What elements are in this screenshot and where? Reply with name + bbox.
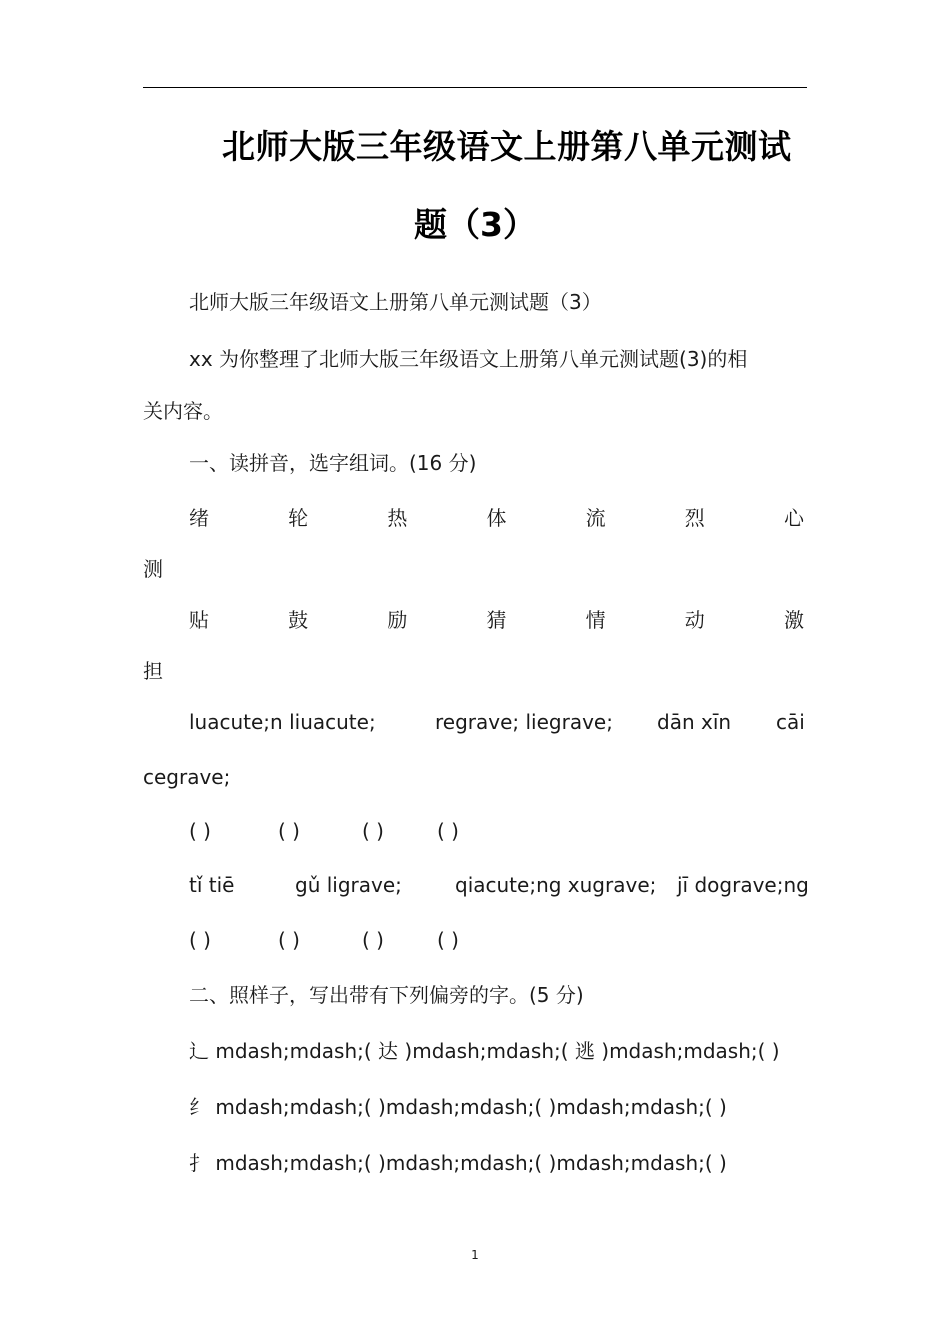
character: 烈	[684, 506, 705, 530]
character: 心	[783, 506, 804, 530]
character: 轮	[288, 506, 309, 530]
character-row-1	[189, 504, 804, 532]
pinyin-item: qiacute;ng xugrave;	[455, 873, 657, 897]
answer-blank: ( )	[437, 928, 459, 952]
pinyin-item: regrave; liegrave;	[435, 710, 613, 734]
answer-blank: ( )	[362, 928, 384, 952]
answer-blank: ( )	[278, 928, 300, 952]
pinyin-item: gǔ ligrave;	[295, 873, 402, 897]
character: 动	[684, 608, 705, 632]
character: 体	[486, 506, 507, 530]
character: 鼓	[288, 608, 309, 632]
character: 流	[585, 506, 606, 530]
character: 情	[585, 608, 606, 632]
page-number: 1	[471, 1248, 479, 1262]
pinyin-item: dān xīn	[657, 710, 732, 734]
pinyin-row-1-wrap: cegrave;	[143, 765, 231, 789]
intro-subtitle: 北师大版三年级语文上册第八单元测试题（3）	[189, 290, 602, 314]
pinyin-item: cāi	[776, 710, 805, 734]
character: 贴	[189, 608, 209, 632]
pinyin-item: tǐ tiē	[189, 873, 235, 897]
character: 猜	[486, 608, 507, 632]
character-row-1-wrap: 测	[143, 557, 163, 581]
document-title-line1: 北师大版三年级语文上册第八单元测试	[222, 127, 792, 166]
radical-row: 辶 mdash;mdash;( 达 )mdash;mdash;( 逃 )mdash;mdash;( )	[189, 1039, 780, 1063]
radical-row: 扌 mdash;mdash;( )mdash;mdash;( )mdash;mdash;( )	[189, 1151, 727, 1175]
answer-blank: ( )	[437, 819, 459, 843]
section2-heading: 二、照样子，写出带有下列偏旁的字。(5 分)	[189, 983, 584, 1007]
document-title-line2: 题（3）	[414, 205, 536, 244]
character-row-2-wrap: 担	[143, 659, 163, 683]
character: 励	[387, 608, 408, 632]
intro-description-line1: xx 为你整理了北师大版三年级语文上册第八单元测试题(3)的相	[189, 347, 748, 371]
section1-heading: 一、读拼音，选字组词。(16 分)	[189, 451, 477, 475]
intro-description-line2: 关内容。	[143, 399, 223, 423]
pinyin-item: jī dograve;ng	[677, 873, 809, 897]
character: 热	[387, 506, 408, 530]
answer-blank: ( )	[189, 819, 211, 843]
answer-blank: ( )	[362, 819, 384, 843]
character-row-2	[189, 606, 804, 634]
character: 绪	[189, 506, 209, 530]
pinyin-item: luacute;n liuacute;	[189, 710, 376, 734]
answer-blank: ( )	[278, 819, 300, 843]
header-rule	[143, 87, 807, 88]
radical-row: 纟 mdash;mdash;( )mdash;mdash;( )mdash;mdash;( )	[189, 1095, 727, 1119]
character: 激	[783, 608, 804, 632]
answer-blank: ( )	[189, 928, 211, 952]
